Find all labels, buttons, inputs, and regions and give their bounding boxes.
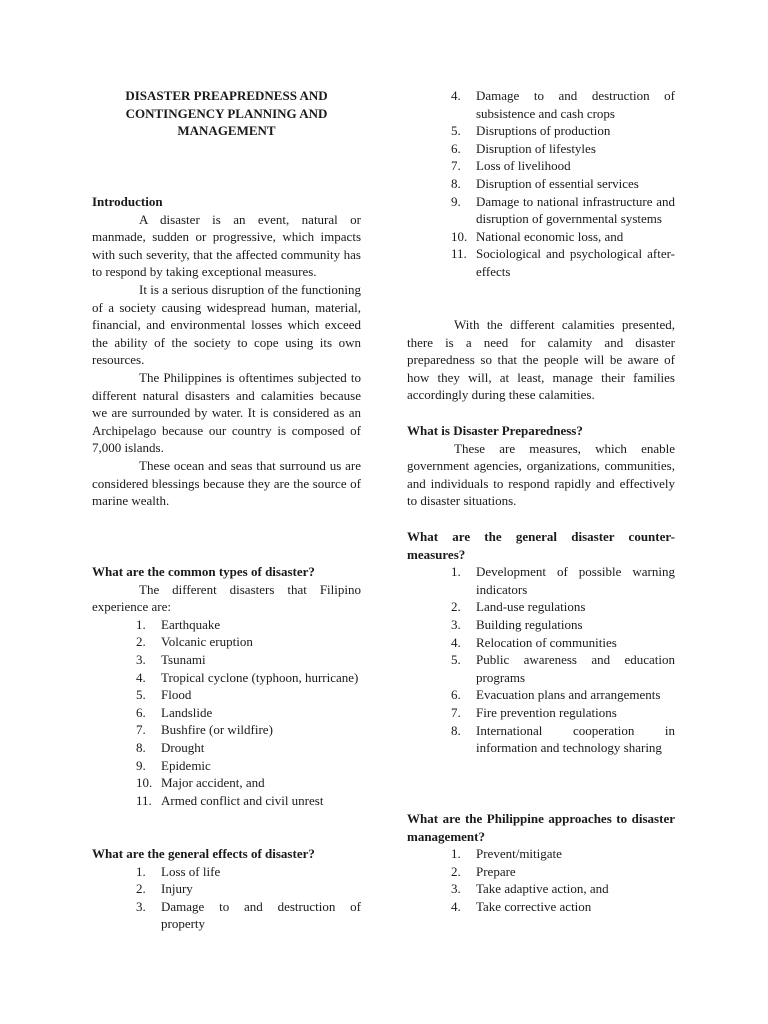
list-item: 3. Take adaptive action, and — [451, 881, 609, 897]
effects-continued — [407, 87, 675, 281]
document-title: DISASTER PREAPREDNESS AND CONTINGENCY PLANNING AND MANAGEMENT — [125, 88, 328, 139]
list-item: 5. Flood — [136, 687, 192, 703]
preparedness-section — [407, 422, 675, 510]
approaches-section — [407, 810, 675, 916]
list-item: 7. Fire prevention regulations — [451, 704, 617, 720]
list-item: 2. Injury — [136, 881, 193, 897]
list-item: 2. Land-use regulations — [451, 599, 586, 615]
list-item: 3. Tsunami — [136, 651, 206, 667]
list-item: 11. Armed conflict and civil unrest — [136, 792, 324, 808]
intro-paragraph: The Philippines is oftentimes subjected to different natural disasters and calamities because we are surrounded by water. It is considered as an Archipelago because our country is composed of 7,000 islands. — [92, 369, 361, 456]
disaster-types-list — [92, 616, 361, 810]
intro-paragraph: A disaster is an event, natural or manmade, sudden or progressive, which impacts with such severity, that the affected community has to respond by taking exceptional measures. — [92, 211, 361, 280]
effects-list-part2 — [407, 87, 675, 281]
preparedness-paragraph: These are measures, which enable government agencies, organizations, communities, and individuals to respond rapidly and effectively to disaster situations. — [407, 440, 675, 509]
list-item: 8. International cooperation in information and technology sharing — [451, 722, 675, 756]
list-item: 10. National economic loss, and — [451, 228, 624, 244]
list-item: 2. Volcanic eruption — [136, 634, 253, 650]
countermeasures-heading: What are the general disaster counter-measures? — [407, 529, 675, 562]
list-item: 6. Disruption of lifestyles — [451, 140, 596, 156]
list-item: 11. Sociological and psychological after-effects — [451, 246, 675, 279]
effects-section — [92, 845, 361, 933]
introduction-section — [92, 193, 361, 510]
countermeasures-list — [407, 563, 675, 757]
list-item: 6. Evacuation plans and arrangements — [451, 687, 661, 703]
list-item: 7. Bushfire (or wildfire) — [136, 722, 273, 738]
list-item: 8. Disruption of essential services — [451, 175, 639, 191]
list-item: 3. Building regulations — [451, 616, 583, 632]
list-item: 1. Loss of life — [136, 863, 221, 879]
list-item: 4. Damage to and destruction of subsistence and cash crops — [451, 88, 675, 121]
list-item: 3. Damage to and destruction of property — [136, 898, 361, 932]
list-item: 4. Relocation of communities — [451, 634, 617, 650]
introduction-heading: Introduction — [92, 194, 163, 209]
effects-list-part1 — [92, 863, 361, 933]
disaster-types-heading: What are the common types of disaster? — [92, 564, 315, 579]
preparedness-heading: What is Disaster Preparedness? — [407, 423, 583, 438]
effects-heading: What are the general effects of disaster? — [92, 846, 315, 861]
list-item: 5. Disruptions of production — [451, 123, 611, 139]
effects-closing — [407, 316, 675, 404]
list-item: 10. Major accident, and — [136, 775, 265, 791]
list-item: 9. Damage to national infrastructure and disruption of governmental systems — [451, 193, 675, 227]
intro-paragraph: It is a serious disruption of the functioning of a society causing widespread human, material, financial, and environmental losses which exceed the ability of the society to cope using its own resources. — [92, 281, 361, 368]
list-item: 8. Drought — [136, 739, 205, 755]
list-item: 1. Earthquake — [136, 616, 221, 632]
effects-closing-paragraph: With the different calamities presented, there is a need for calamity and disaster preparedness so that the people will be aware of how they will, at least, manage their families accordingly during these calamities. — [407, 317, 675, 403]
list-item: 4. Take corrective action — [451, 898, 592, 914]
list-item: 4. Tropical cyclone (typhoon, hurricane) — [136, 669, 359, 685]
approaches-list — [407, 845, 675, 915]
list-item: 7. Loss of livelihood — [451, 158, 571, 174]
disaster-types-section — [92, 563, 361, 809]
disaster-types-lead: The different disasters that Filipino experience are: — [92, 581, 361, 615]
list-item: 9. Epidemic — [136, 757, 211, 773]
list-item: 5. Public awareness and education programs — [451, 652, 675, 685]
list-item: 6. Landslide — [136, 704, 213, 720]
approaches-heading: What are the Philippine approaches to disaster management? — [407, 811, 675, 844]
list-item: 1. Prevent/mitigate — [451, 846, 562, 862]
intro-paragraph: These ocean and seas that surround us are considered blessings because they are the source of marine wealth. — [92, 457, 361, 509]
countermeasures-section — [407, 528, 675, 757]
list-item: 1. Development of possible warning indicators — [451, 564, 675, 597]
list-item: 2. Prepare — [451, 863, 516, 879]
